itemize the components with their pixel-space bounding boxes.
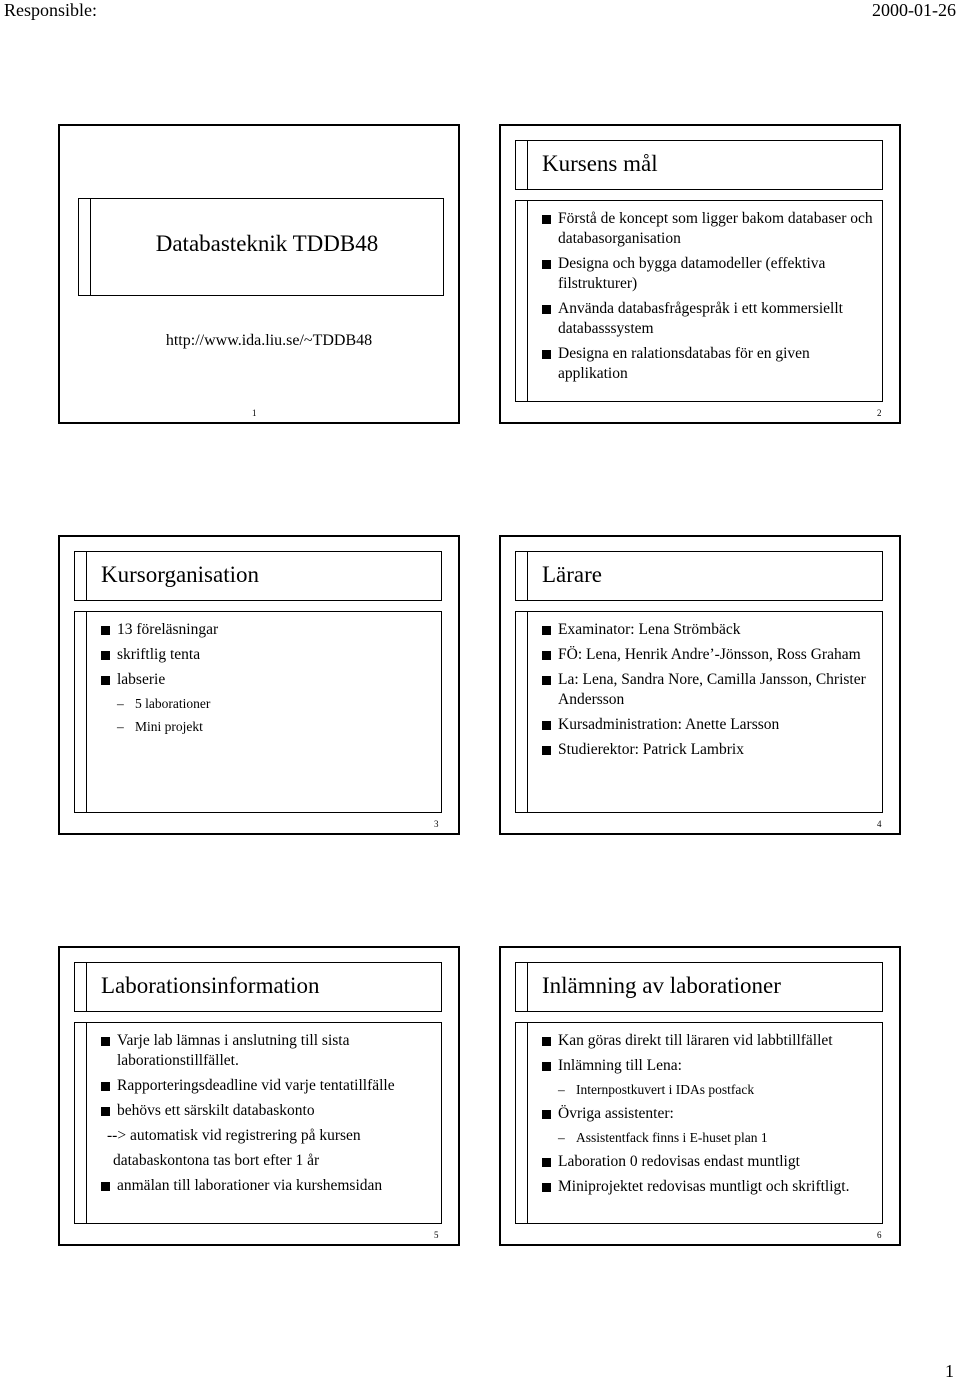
slide-2 [499, 124, 901, 424]
sub-item: – Mini projekt [117, 719, 203, 734]
slide-title: Inlämning av laborationer [542, 973, 781, 998]
sub-item: – Internpostkuvert i IDAs postfack [558, 1082, 755, 1097]
course-url: http://www.ida.liu.se/~TDDB48 [165, 332, 373, 349]
bullet-item: Rapporteringsdeadline vid varje tentatillfälle [101, 1076, 435, 1096]
body-box [74, 1022, 442, 1224]
header-date: 2000-01-26 [872, 0, 956, 20]
bullet-item: La: Lena, Sandra Nore, Camilla Jansson, Christer Andersson [542, 670, 876, 710]
slide-number: 1 [252, 408, 257, 418]
title-bar [75, 552, 87, 600]
body-bar [516, 612, 528, 812]
page-number: 1 [945, 1361, 954, 1381]
slide-number: 5 [434, 1230, 439, 1240]
slide-1 [58, 124, 460, 424]
bullet-item: Designa en ralationsdatabas för en given applikation [542, 344, 876, 384]
slide-number: 2 [877, 408, 882, 418]
bullet-item: Förstå de koncept som ligger bakom databaser och databasorganisation [542, 209, 876, 249]
bullet-item: Inlämning till Lena: [542, 1056, 876, 1076]
body-bar [516, 1023, 528, 1223]
bullet-item: behövs ett särskilt databaskonto [101, 1101, 435, 1121]
slide-number: 3 [434, 819, 439, 829]
title-bar [516, 552, 528, 600]
header-responsible: Responsible: [4, 0, 97, 20]
title-bar [75, 963, 87, 1011]
slide-4 [499, 535, 901, 835]
bullet-item: skriftlig tenta [101, 645, 435, 665]
body-bar [75, 1023, 87, 1223]
slide-title: Databasteknik TDDB48 [155, 231, 379, 256]
bullet-item: Designa och bygga datamodeller (effektiva filstrukturer) [542, 254, 876, 294]
bullet-item: Använda databasfrågespråk i ett kommersiellt databasssystem [542, 299, 876, 339]
body-bar [516, 201, 528, 401]
body-box [515, 200, 883, 402]
title-box [515, 551, 883, 601]
title-bar [516, 141, 528, 189]
body-bar [75, 612, 87, 812]
body-box [515, 611, 883, 813]
bullet-item: Kan göras direkt till läraren vid labbtillfället [542, 1031, 876, 1051]
slide-number: 6 [877, 1230, 882, 1240]
bullet-item: Laboration 0 redovisas endast muntligt [542, 1152, 876, 1172]
bullet-item: Övriga assistenter: [542, 1104, 876, 1124]
plain-line: --> automatisk vid registrering på kursen [107, 1127, 361, 1144]
slide-3 [58, 535, 460, 835]
bullet-item: Examinator: Lena Strömbäck [542, 620, 876, 640]
slide-title: Laborationsinformation [101, 973, 320, 998]
slide-title: Kursens mål [542, 151, 658, 176]
title-box [74, 962, 442, 1012]
bullet-item: labserie [101, 670, 435, 690]
title-bar [516, 963, 528, 1011]
slide-title: Lärare [542, 562, 602, 587]
plain-line: databaskontona tas bort efter 1 år [113, 1152, 320, 1169]
body-box [74, 611, 442, 813]
title-box [74, 551, 442, 601]
bullet-item: 13 föreläsningar [101, 620, 435, 640]
bullet-item: Miniprojektet redovisas muntligt och skriftligt. [542, 1177, 876, 1197]
body-box [515, 1022, 883, 1224]
bullet-item: anmälan till laborationer via kurshemsidan [101, 1176, 435, 1196]
bullet-item: FÖ: Lena, Henrik Andre’-Jönsson, Ross Graham [542, 645, 876, 665]
slide-5 [58, 946, 460, 1246]
title-box [78, 198, 444, 296]
title-box [515, 140, 883, 190]
sub-item: – Assistentfack finns i E-huset plan 1 [558, 1130, 768, 1145]
bullet-item: Kursadministration: Anette Larsson [542, 715, 876, 735]
bullet-item: Varje lab lämnas i anslutning till sista laborationstillfället. [101, 1031, 435, 1071]
sub-item: – 5 laborationer [117, 696, 211, 711]
slide-6 [499, 946, 901, 1246]
bullet-item: Studierektor: Patrick Lambrix [542, 740, 876, 760]
title-box [515, 962, 883, 1012]
slide-title: Kursorganisation [101, 562, 260, 587]
slide-number: 4 [877, 819, 882, 829]
